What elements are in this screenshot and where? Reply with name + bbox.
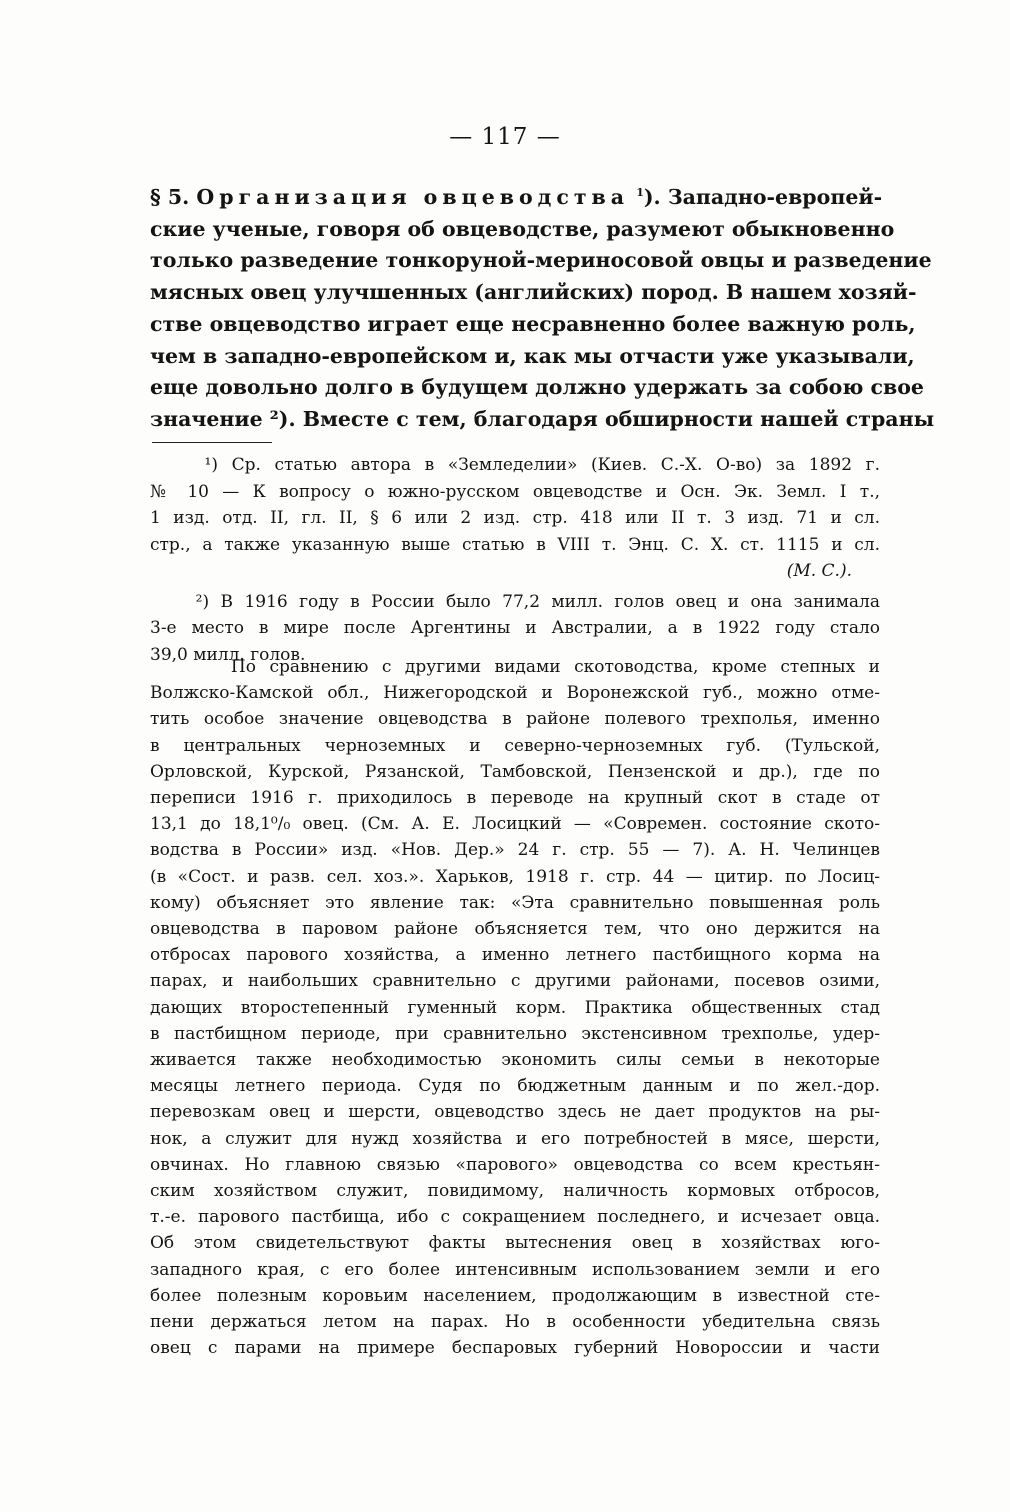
text-line: значение ²). Вместе с тем, благодаря обширности нашей страны <box>150 406 935 431</box>
footnote-marker: ²) <box>195 591 210 612</box>
body-line: Волжско-Камской обл., Нижегородской и Воронежской губ., можно отме- <box>150 683 880 704</box>
section-mark: § 5. <box>150 185 190 209</box>
section-paragraph <box>150 182 935 436</box>
footnote-line: 3-е место в мире после Аргентины и Австралии, а в 1922 году стало <box>150 618 880 638</box>
text-line: только разведение тонкоруной-мериносовой овцы и разведение <box>150 248 932 273</box>
body-line: дающих второстепенный гуменный корм. Практика общественных стад <box>150 997 880 1018</box>
body-line: т.-е. парового пастбища, ибо с сокращением последнего, и исчезает овца. <box>150 1207 880 1228</box>
body-line: овец с парами на примере беспаровых губерний Новороссии и части <box>150 1338 880 1359</box>
footnote-line: стр., а также указанную выше статью в VIII т. Энц. С. Х. ст. 1115 и сл. <box>150 534 880 555</box>
footnote-signature: (М. С.). <box>786 561 852 581</box>
section-heading-line <box>150 182 883 214</box>
body-line: (в «Сост. и разв. сел. хоз.». Харьков, 1918 г. стр. 44 — цитир. по Лосиц- <box>150 866 880 887</box>
body-line: парах, и наибольших сравнительно с другими районами, посевов озими, <box>150 971 880 992</box>
body-line: тить особое значение овцеводства в районе полевого трехполья, именно <box>150 709 880 730</box>
footnote-line: 39,0 милл. голов. <box>150 644 306 665</box>
footnote-line: № 10 — К вопросу о южно-русском овцеводстве и Осн. Эк. Земл. I т., <box>150 481 880 502</box>
body-line: живается также необходимостью экономить силы семьи в некоторые <box>150 1050 880 1071</box>
text-line: стве овцеводство играет еще несравненно более важную роль, <box>150 311 916 336</box>
body-line: водства в России» изд. «Нов. Дер.» 24 г. стр. 55 — 7). А. Н. Челинцев <box>150 840 880 861</box>
page-number: — 117 — <box>449 124 561 150</box>
body-line: более полезным коровьим населением, продолжающим в известной сте- <box>150 1285 880 1306</box>
footnote-line: ¹) Ср. статью автора в «Земледелии» (Киев. С.-Х. О-во) за 1892 г. <box>204 455 880 475</box>
footnote-line: 1 изд. отд. II, гл. II, § 6 или 2 изд. стр. 418 или II т. 3 изд. 71 и сл. <box>150 508 880 528</box>
body-line: овчинах. Но главною связью «парового» овцеводства со всем крестьян- <box>150 1154 880 1175</box>
footnote-ref: 1 <box>636 186 644 200</box>
footnote-1 <box>150 452 880 585</box>
body-line: перевозкам овец и шерсти, овцеводство здесь не дает продуктов на ры- <box>150 1102 880 1123</box>
body-line: в центральных черноземных и северно-черноземных губ. (Тульской, <box>150 735 880 756</box>
body-paragraph <box>150 654 880 1361</box>
section-title: Организация овцеводства <box>196 185 630 209</box>
footnotes <box>150 452 880 672</box>
footnote-divider <box>152 442 272 443</box>
text-line: ские ученые, говоря об овцеводстве, разумеют обыкновенно <box>150 216 895 241</box>
body-line: нок, а служит для нужд хозяйства и его потребностей в мясе, шерсти, <box>150 1128 880 1149</box>
text-line: мясных овец улучшенных (английских) пород. В нашем хозяй- <box>150 280 917 305</box>
body-line: Орловской, Курской, Рязанской, Тамбовской, Пензенской и др.), где по <box>150 761 880 782</box>
body-line: в пастбищном периоде, при сравнительно экстенсивном трехполье, удер- <box>150 1023 880 1044</box>
footnote-marker: ¹) <box>204 455 218 475</box>
body-line: месяцы летнего периода. Судя по бюджетным данным и по жел.-дор. <box>150 1076 880 1097</box>
body-line: пени держаться летом на парах. Но в особенности убедительна связь <box>150 1312 880 1333</box>
body-line: переписи 1916 г. приходилось в переводе на крупный скот в стаде от <box>150 788 880 809</box>
body-line: кому) объясняет это явление так: «Эта сравнительно повышенная роль <box>150 892 880 913</box>
body-line: отбросах парового хозяйства, а именно летнего пастбищного корма на <box>150 945 880 966</box>
body-line: Об этом свидетельствуют факты вытеснения овец в хозяйствах юго- <box>150 1233 880 1254</box>
text-line: чем в западно-европейском и, как мы отчасти уже указывали, <box>150 343 915 368</box>
body-line: ским хозяйством служит, повидимому, наличность кормовых отбросов, <box>150 1181 880 1202</box>
body-line: 13,1 до 18,1⁰/₀ овец. (См. А. Е. Лосицкий — «Современ. состояние ското- <box>150 814 880 835</box>
body-line: овцеводства в паровом районе объясняется тем, что оно держится на <box>150 919 880 940</box>
body-line: По сравнению с другими видами скотоводства, кроме степных и <box>230 657 880 677</box>
text-line: ). Западно-европей- <box>643 185 883 209</box>
body-line: западного края, с его более интенсивным использованием земли и его <box>150 1259 880 1280</box>
footnote-line: ²) В 1916 году в России было 77,2 милл. голов овец и она занимала <box>195 591 880 612</box>
text-line: еще довольно долго в будущем должно удержать за собою свое <box>150 375 924 400</box>
